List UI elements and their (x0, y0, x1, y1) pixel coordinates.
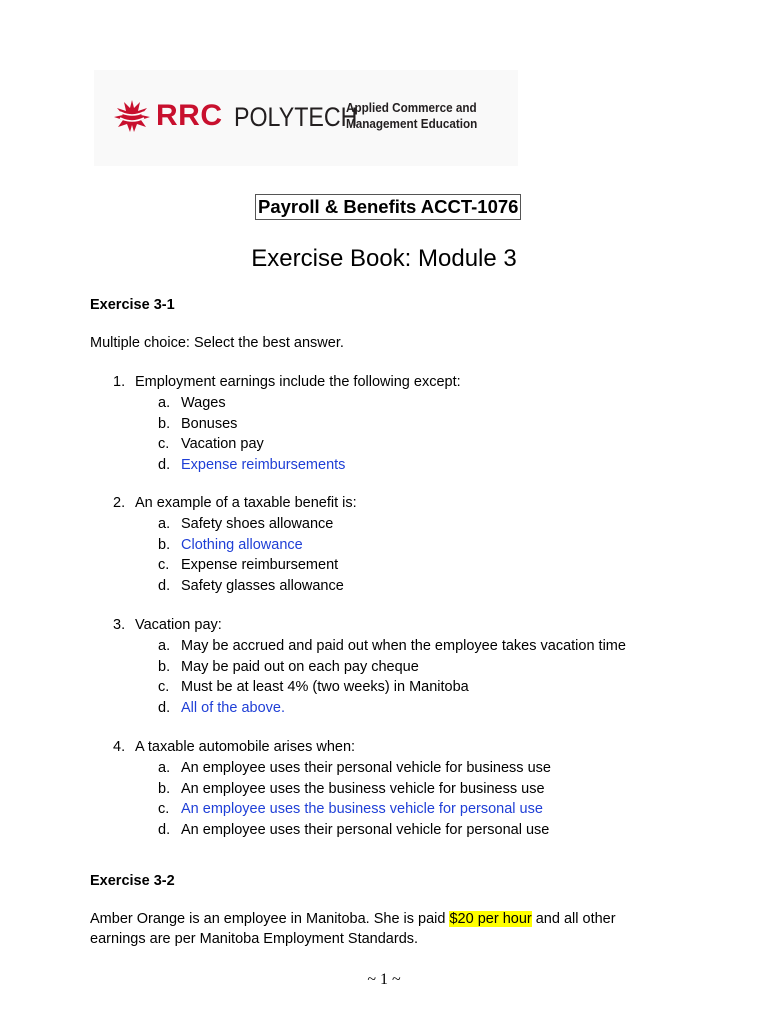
option-text: Safety glasses allowance (181, 578, 344, 594)
option-letter: c. (158, 436, 170, 452)
question-number: 1. (113, 374, 126, 390)
paragraph-text-after: and all other earnings are per Manitoba Employment Standards. (90, 911, 616, 947)
option-letter: d. (158, 700, 171, 716)
option-text: May be paid out on each pay cheque (181, 659, 419, 675)
logo-tagline (346, 100, 477, 132)
option-text: Safety shoes allowance (181, 516, 334, 532)
question-text: Employment earnings include the following except: (135, 374, 461, 390)
highlighted-rate: $20 per hour (449, 911, 532, 927)
question-text: Vacation pay: (135, 617, 222, 633)
course-title: Payroll & Benefits ACCT-1076 (255, 194, 521, 220)
option-letter: a. (158, 638, 171, 654)
option-text: An employee uses their personal vehicle for business use (181, 760, 551, 776)
option-text: Bonuses (181, 416, 238, 432)
option-letter: b. (158, 537, 171, 553)
question-number: 3. (113, 617, 126, 633)
option-text: Must be at least 4% (two weeks) in Manitoba (181, 679, 469, 695)
option-letter: b. (158, 781, 171, 797)
option-letter: a. (158, 760, 171, 776)
exercise-3-2-heading: Exercise 3-2 (90, 873, 175, 889)
option-letter: b. (158, 659, 171, 675)
answer-option-text: Clothing allowance (181, 537, 303, 553)
logo-brand: RRC (156, 99, 223, 132)
option-letter: a. (158, 395, 171, 411)
question-number: 4. (113, 739, 126, 755)
book-title: Exercise Book: Module 3 (251, 245, 517, 272)
option-letter: d. (158, 457, 171, 473)
exercise-3-1-heading: Exercise 3-1 (90, 297, 175, 313)
option-letter: b. (158, 416, 171, 432)
option-letter: a. (158, 516, 171, 532)
answer-option-text: An employee uses the business vehicle for personal use (181, 801, 543, 817)
maple-leaf-icon (112, 98, 152, 136)
question-text: A taxable automobile arises when: (135, 739, 356, 755)
option-text: An employee uses their personal vehicle for personal use (181, 822, 550, 838)
question-text: An example of a taxable benefit is: (135, 495, 357, 511)
option-text: Vacation pay (181, 436, 264, 452)
option-letter: c. (158, 801, 170, 817)
option-letter: d. (158, 822, 171, 838)
paragraph-text-before: Amber Orange is an employee in Manitoba. She is paid (90, 911, 450, 927)
option-text: Wages (181, 395, 226, 411)
logo-tagline-line1: Applied Commerce and (346, 100, 477, 115)
exercise-3-1-instruction: Multiple choice: Select the best answer. (90, 335, 344, 351)
answer-option-text: All of the above. (181, 700, 285, 716)
rrc-polytech-logo (94, 70, 518, 166)
logo-name: POLYTECH (234, 102, 358, 132)
option-letter: c. (158, 679, 170, 695)
option-text: An employee uses the business vehicle for business use (181, 781, 545, 797)
option-text: May be accrued and paid out when the employee takes vacation time (181, 638, 626, 654)
option-letter: d. (158, 578, 171, 594)
option-letter: c. (158, 557, 170, 573)
logo-tagline-line2: Management Education (346, 116, 478, 131)
answer-option-text: Expense reimbursements (181, 457, 346, 473)
page-number: ~ 1 ~ (367, 971, 401, 988)
exercise-3-2-paragraph (90, 909, 670, 949)
question-number: 2. (113, 495, 126, 511)
option-text: Expense reimbursement (181, 557, 339, 573)
